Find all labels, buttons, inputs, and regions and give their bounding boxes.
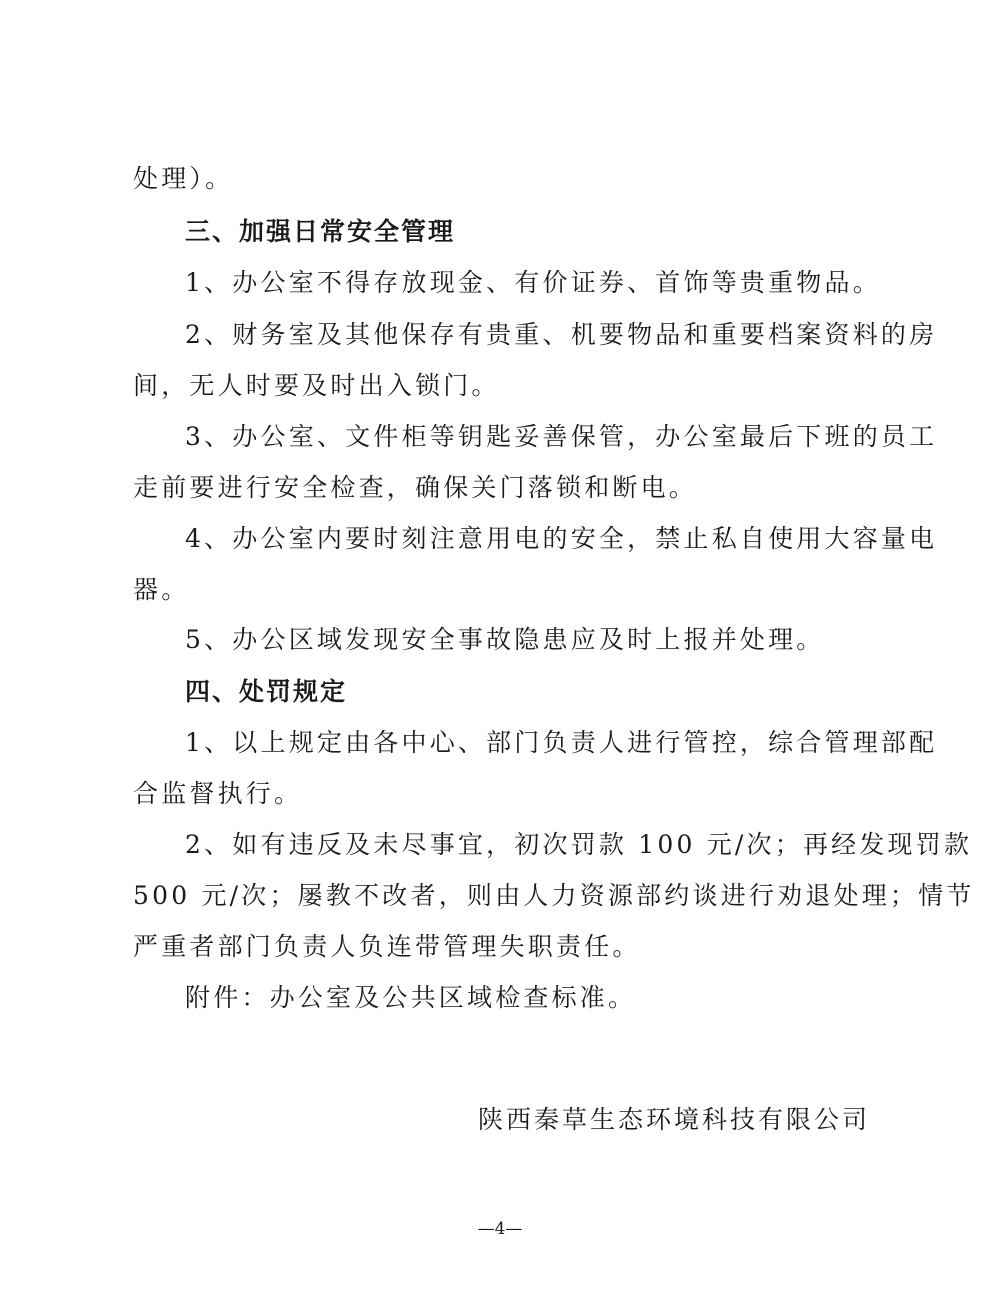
item-4-2-line-1: 2、如有违反及未尽事宜，初次罚款 100 元/次；再经发现罚款 [185, 830, 973, 859]
company-signature: 陕西秦草生态环境科技有限公司 [478, 1105, 871, 1134]
item-4-1-line-1: 1、以上规定由各中心、部门负责人进行管控，综合管理部配 [185, 728, 938, 757]
item-3-5: 5、办公区域发现安全事故隐患应及时上报并处理。 [185, 625, 825, 654]
item-4-2-line-3: 严重者部门负责人负连带管理失职责任。 [133, 932, 641, 961]
page-number: —4— [477, 1219, 523, 1239]
item-4-2-line-2: 500 元/次；屡教不改者，则由人力资源部约谈进行劝退处理；情节 [133, 881, 975, 910]
item-3-2-line-2: 间，无人时要及时出入锁门。 [133, 371, 500, 400]
item-3-4-line-1: 4、办公室内要时刻注意用电的安全，禁止私自使用大容量电 [185, 524, 938, 553]
item-3-1: 1、办公室不得存放现金、有价证券、首饰等贵重物品。 [185, 268, 881, 297]
item-3-4-line-2: 器。 [133, 575, 190, 604]
section-heading-3: 三、加强日常安全管理 [185, 217, 456, 246]
item-3-3-line-2: 走前要进行安全检查，确保关门落锁和断电。 [133, 473, 698, 502]
item-4-1-line-2: 合监督执行。 [133, 779, 303, 808]
section-heading-4: 四、处罚规定 [185, 677, 348, 706]
item-3-2-line-1: 2、财务室及其他保存有贵重、机要物品和重要档案资料的房 [185, 320, 938, 349]
paragraph-continuation: 处理）。 [133, 164, 234, 193]
item-3-3-line-1: 3、办公室、文件柜等钥匙妥善保管，办公室最后下班的员工 [185, 422, 938, 451]
attachment-note: 附件：办公室及公共区域检查标准。 [185, 983, 637, 1012]
